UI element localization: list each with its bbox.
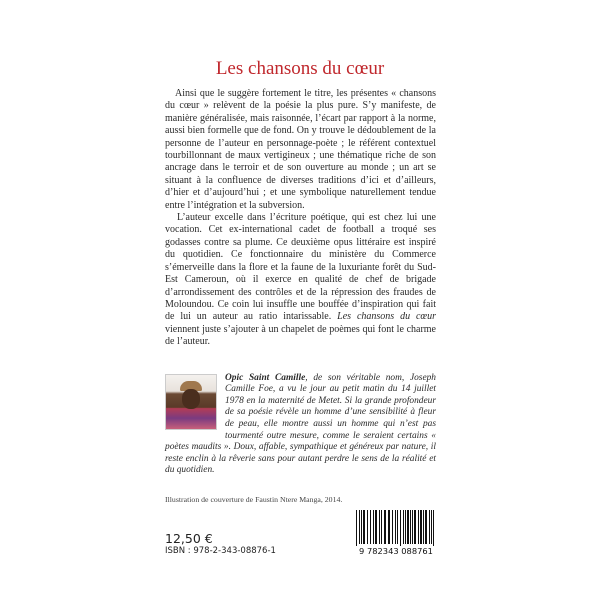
barcode-bar xyxy=(373,510,374,544)
blurb-paragraph-2 xyxy=(165,212,436,348)
barcode-bar xyxy=(397,510,398,544)
barcode-bar xyxy=(423,510,425,544)
book-title: Les chansons du cœur xyxy=(215,58,385,79)
barcode-bar xyxy=(361,510,362,544)
barcode-bar xyxy=(379,510,380,544)
blurb-italic-title: Les chansons du cœur xyxy=(337,311,436,323)
author-photo xyxy=(165,374,217,430)
blurb xyxy=(165,88,436,349)
barcode-bar xyxy=(375,510,376,544)
barcode-bar xyxy=(418,510,419,544)
barcode-bar xyxy=(363,510,365,544)
footer xyxy=(165,510,436,556)
barcode-bar xyxy=(410,510,411,544)
price-block xyxy=(165,531,276,556)
blurb-paragraph-2-end: viennent juste s’ajouter à un chapelet de poèmes qui font le charme de l’auteur. xyxy=(165,323,436,348)
barcode-bar xyxy=(433,510,434,546)
barcode-block xyxy=(356,510,436,556)
illustration-credit: Illustration de couverture de Faustin Ntere Manga, 2014. xyxy=(165,494,343,504)
barcode-bar xyxy=(407,510,408,544)
barcode-bar xyxy=(367,510,368,544)
barcode-bar xyxy=(356,510,357,546)
barcode-bar xyxy=(384,510,386,544)
author-name: Opic Saint Camille xyxy=(225,372,306,383)
barcode-bar xyxy=(403,510,404,544)
barcode-bar xyxy=(420,510,421,544)
barcode-bar xyxy=(381,510,383,544)
barcode-bar xyxy=(400,510,402,546)
barcode-bar xyxy=(421,510,422,544)
price: 12,50 € xyxy=(165,530,213,546)
blurb-paragraph-1: Ainsi que le suggère fortement le titre, les présentes « chansons du cœur » relèvent de la poésie la plus pure. S’y manifeste, de manière généralisée, mais raisonnée, l’écart par rapport à la norme, aussi bien formelle que de fond. On y trouve le dédoublement de la personne de l’auteur en personnage-poète ; le référent contextuel tourbillonnant de maux vertigineux ; une thématique riche de son ancrage dans le terroir et de son ouverture au monde ; un art se situant à la confluence de diverses traditions d’ici et d’ailleurs, d’hier et d’aujourd’hui ; et une symbolique naturellement tendue entre l’intégration et la subversion. xyxy=(165,88,436,211)
blurb-paragraph-2-text: L’auteur excelle dans l’écriture poétique, qui est chez lui une vocation. Cet ex-international cadet de football a troqué ses godasses contre sa plume. Ce deuxième opus littéraire est inspiré du quotidien. Ce fonctionnaire du ministère du Commerce s’émerveille dans la flore et la faune de la luxuriante forêt du Sud-Est Cameroun, où il exerce en qualité de chef de brigade d’arrondissement des contrôles et de la répression des fraudes de Moloundou. Ce coin lui insuffle une bouffée d’inspiration qui fait de lui un auteur au ratio intarissable. xyxy=(165,212,436,323)
barcode-bar xyxy=(388,510,390,544)
barcode xyxy=(356,510,436,546)
barcode-bar xyxy=(395,510,396,544)
barcode-number: 9 782343 088761 xyxy=(359,545,433,556)
barcode-bar xyxy=(359,510,361,544)
barcode-bar xyxy=(425,510,427,544)
barcode-bar xyxy=(429,510,430,544)
barcode-bar xyxy=(431,510,432,544)
barcode-bar xyxy=(392,510,393,544)
back-cover-column xyxy=(165,88,436,556)
isbn: ISBN : 978-2-343-08876-1 xyxy=(165,545,276,556)
barcode-bar xyxy=(414,510,416,544)
barcode-bar xyxy=(405,510,407,544)
barcode-bar xyxy=(370,510,371,544)
author-bio-text: , de son véritable nom, Joseph Camille Foe, a vu le jour au petit matin du 14 juillet 1978 en la maternité de Metet. Si la grande profondeur de sa poésie révèle un homme d’une sensibilité à fleur de peau, elle montre aussi un homme qui n’est pas tourmenté outre mesure, comme le seraient certains « poètes maudits ». Doux, affable, sympathique et généreux par nature, il reste enclin à la rêverie sans pour autant perdre le sens de la réalité et du quotidien. xyxy=(165,372,436,476)
barcode-bar xyxy=(412,510,414,544)
author-bio xyxy=(165,373,436,477)
